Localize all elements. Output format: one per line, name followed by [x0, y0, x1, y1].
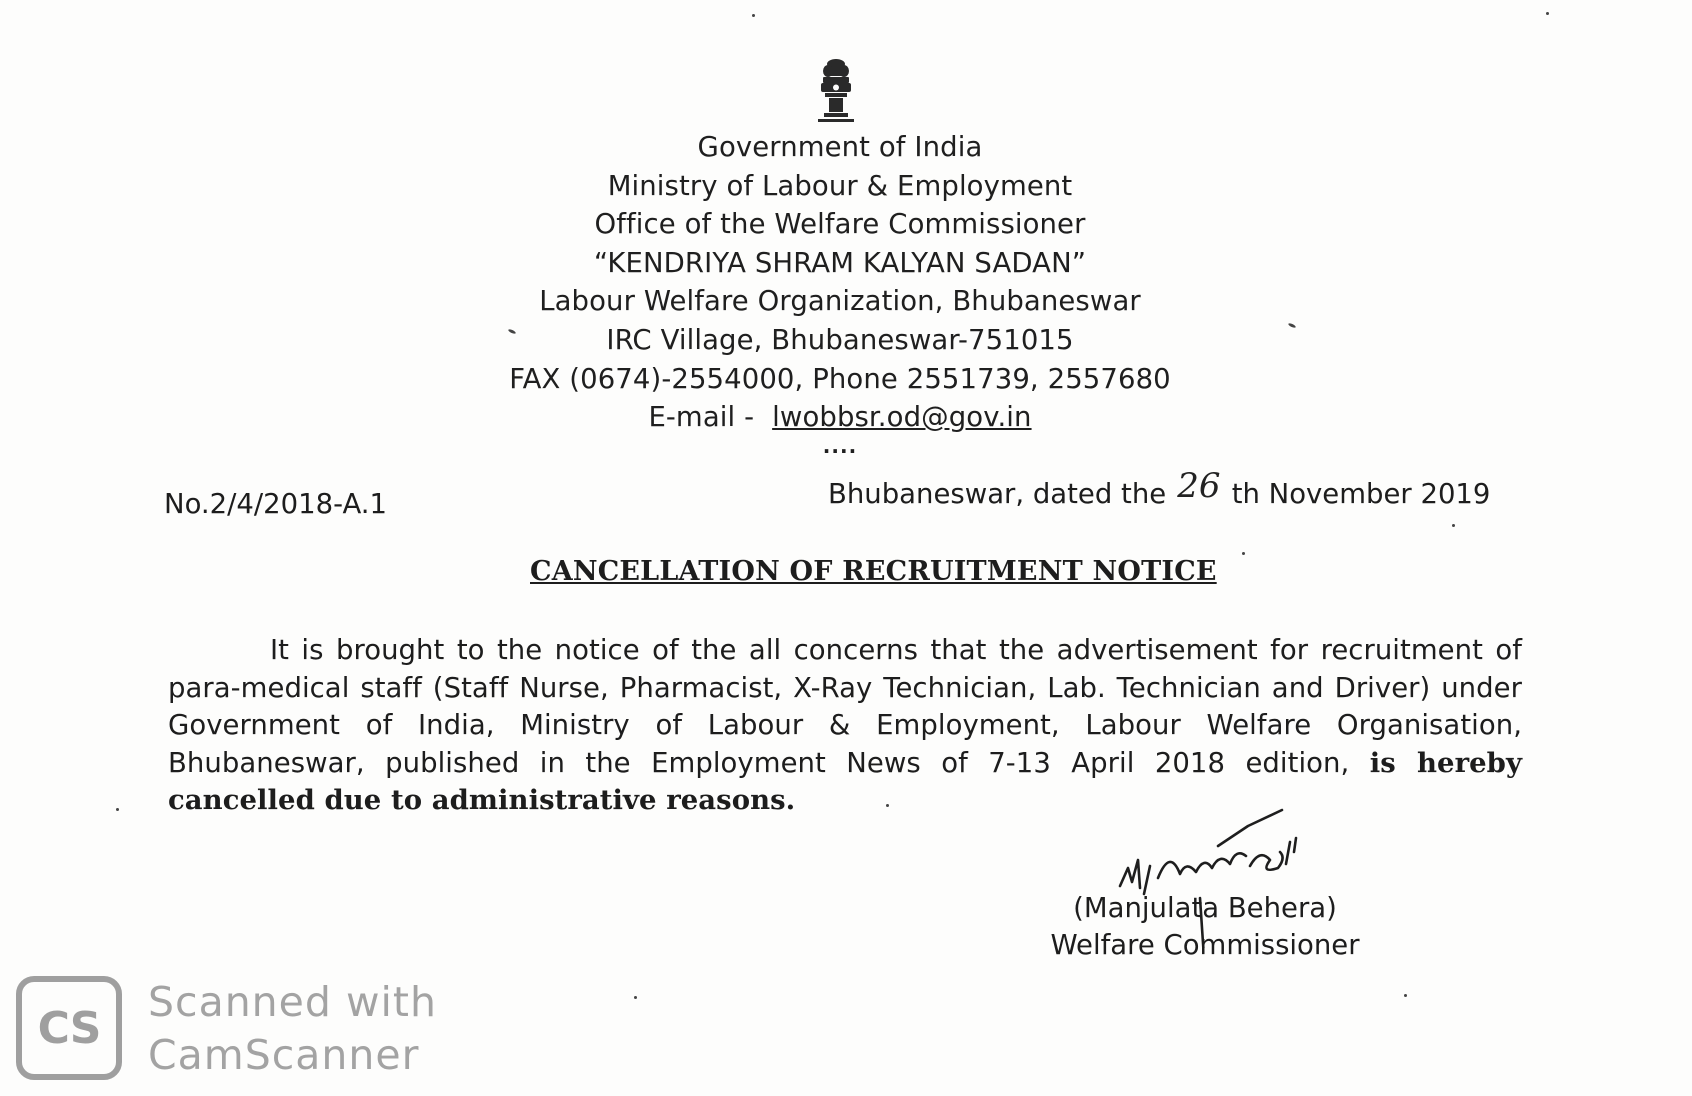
camscanner-line-2: CamScanner: [148, 1031, 420, 1079]
scan-speck: [116, 808, 119, 811]
building-name: “KENDRIYA SHRAM KALYAN SADAN”: [593, 246, 1087, 279]
date-suffix: th November 2019: [1231, 478, 1491, 510]
notice-body: [168, 632, 1522, 820]
contact-numbers: FAX (0674)-2554000, Phone 2551739, 2557680: [509, 362, 1171, 395]
organization-name: Labour Welfare Organization, Bhubaneswar: [539, 285, 1141, 318]
date-day-handwritten: 26: [1177, 466, 1221, 506]
camscanner-caption: [148, 976, 437, 1082]
reference-number: No.2/4/2018-A.1: [164, 488, 388, 520]
camscanner-line-1: Scanned with: [148, 978, 437, 1026]
scan-speck: [1404, 994, 1407, 997]
scan-speck: [1546, 12, 1549, 15]
letterhead: [430, 128, 1250, 458]
scan-speck: [1452, 524, 1455, 527]
scan-speck: [752, 14, 755, 17]
scan-speck: [1242, 552, 1245, 555]
camscanner-logo: CS: [16, 976, 122, 1080]
signatory-designation: Welfare Commissioner: [1050, 929, 1360, 961]
email-link[interactable]: lwobbsr.od@gov.in: [772, 401, 1032, 434]
date-prefix: Bhubaneswar, dated the: [828, 478, 1167, 510]
national-emblem-icon: [812, 56, 860, 126]
office-name: Office of the Welfare Commissioner: [594, 208, 1086, 241]
scan-speck: [1288, 322, 1297, 328]
scan-speck: [886, 804, 889, 807]
email-line: [430, 398, 1250, 437]
notice-title: CANCELLATION OF RECRUITMENT NOTICE: [530, 556, 1217, 587]
scan-speck: [634, 996, 637, 999]
signatory-block: [1040, 890, 1370, 964]
signatory-name: (Manjulata Behera): [1073, 892, 1337, 924]
ministry-name: Ministry of Labour & Employment: [607, 169, 1073, 202]
separator-dots: ....: [822, 433, 858, 458]
notice-body-bold: is hereby cancelled due to administrative reasons.: [168, 746, 1522, 816]
government-name: Government of India: [697, 131, 983, 163]
email-label: E-mail -: [648, 401, 755, 434]
date-line: [828, 466, 1491, 512]
notice-body-regular: It is brought to the notice of the all concerns that the advertisement for recruitment of para-medical staff (Staff Nurse, Pharmacist, X-Ray Technician, Lab. Technician and Driver) under Government of India, Ministry of Labour & Employment, Labour Welfare Organisation, Bhubaneswar, published in the Employment News of 7-13 April 2018 edition,: [168, 634, 1522, 779]
address: IRC Village, Bhubaneswar-751015: [606, 323, 1074, 356]
